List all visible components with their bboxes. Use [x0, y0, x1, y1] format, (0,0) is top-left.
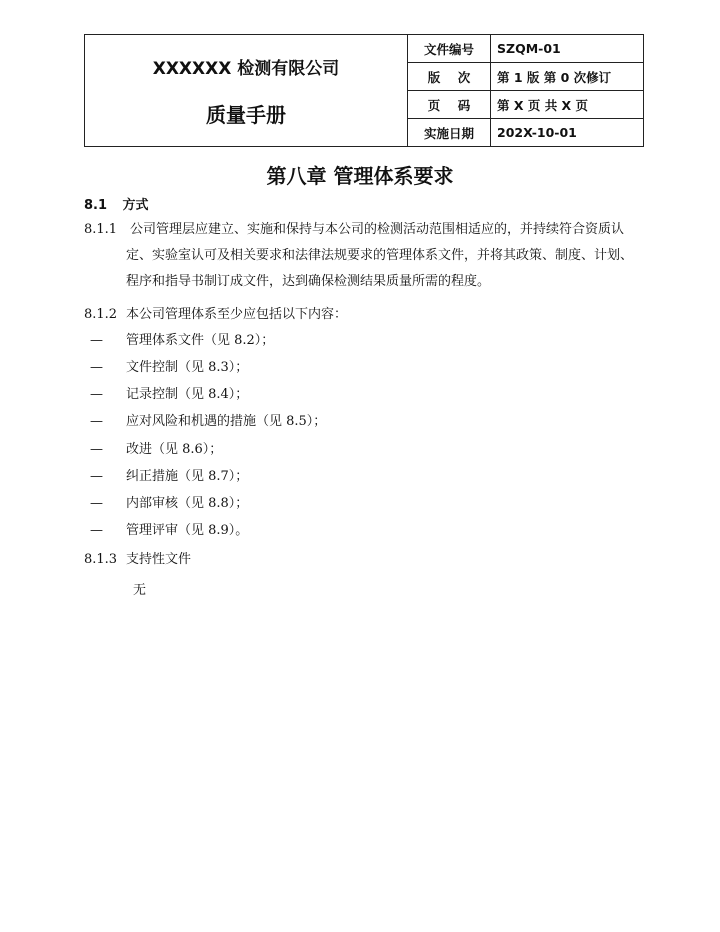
list-item: — 纠正措施（见 8.7）； — [90, 469, 249, 484]
list-item: — 内部审核（见 8.8）； — [90, 496, 249, 511]
company-cell — [85, 35, 408, 147]
doc-number-value: SZQM-01 — [491, 35, 644, 63]
section-title: 方式 — [122, 198, 149, 213]
paragraph-text: 支持性文件 — [126, 552, 192, 567]
manual-title: 质量手册 — [206, 102, 286, 127]
paragraph-number: 8.1.3 — [84, 552, 118, 567]
company-name: XXXXXX 检测有限公司 — [152, 58, 340, 79]
paragraph-number: 8.1.2 — [84, 307, 118, 322]
paragraph-8-1-2 — [84, 302, 640, 328]
section-heading — [84, 194, 149, 213]
paragraph-text: 本公司管理体系至少应包括以下内容： — [126, 307, 348, 322]
list-item: — 管理评审（见 8.9）。 — [90, 523, 249, 538]
doc-number-label: 文件编号 — [408, 35, 491, 63]
page-label: 页 码 — [408, 91, 491, 119]
list-item: — 应对风险和机遇的措施（见 8.5）； — [90, 414, 327, 429]
supporting-docs-body: 无 — [133, 583, 147, 598]
paragraph-8-1-1 — [84, 217, 640, 295]
edition-value: 第 1 版 第 0 次修订 — [491, 63, 644, 91]
document-header-table — [84, 34, 644, 147]
edition-label: 版 次 — [408, 63, 491, 91]
chapter-title: 第八章 管理体系要求 — [266, 164, 454, 188]
paragraph-8-1-3 — [84, 547, 640, 573]
list-item: — 管理体系文件（见 8.2）； — [90, 333, 275, 348]
paragraph-number: 8.1.1 — [84, 222, 118, 237]
list-item: — 文件控制（见 8.3）； — [90, 360, 249, 375]
page-value: 第 X 页 共 X 页 — [491, 91, 644, 119]
effective-date-value: 202X-10-01 — [491, 119, 644, 147]
list-item: — 改进（见 8.6）； — [90, 442, 223, 457]
list-item: — 记录控制（见 8.4）； — [90, 387, 249, 402]
paragraph-text: 公司管理层应建立、实施和保持与本公司的检测活动范围相适应的，并持续符合资质认定、实验室认可及相关要求和法律法规要求的管理体系文件，并将其政策、制度、计划、程序和指导书制订成文件，达到确保检测结果质量所需的程度。 — [126, 222, 634, 289]
section-number: 8.1 — [84, 198, 108, 213]
effective-date-label: 实施日期 — [408, 119, 491, 147]
